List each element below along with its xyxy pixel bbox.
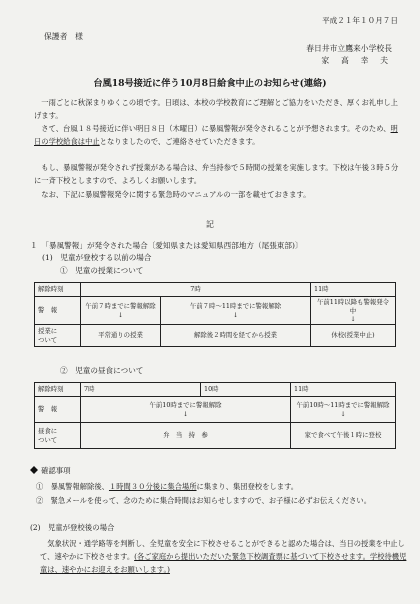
cell-after-11 (311, 297, 396, 325)
section-1-2-text (40, 537, 408, 576)
header-11: 11時 (311, 283, 396, 297)
section-1-heading: １ 「暴風警報」が発令された場合〔愛知県または愛知県西部地方（尾張東部)〕 (30, 241, 303, 250)
lunch-cancelled-highlight: 明日の学校給食は中止 (34, 124, 398, 146)
normal-class: 平常通りの授業 (81, 325, 161, 347)
warning-label-2: 警 報 (35, 397, 81, 423)
cell-before-10 (81, 397, 291, 423)
confirm-item-2: ② 緊急メールを使って、念のために集合時間はお知らせしますので、お子様に必ずお伝えください。 (36, 496, 371, 505)
cell-before-7 (81, 297, 161, 325)
diamond-bullet-icon (30, 466, 38, 474)
warning-label: 警 報 (35, 297, 81, 325)
table-2-title: ② 児童の昼食について (60, 366, 144, 375)
cell-7-11 (161, 297, 311, 325)
confirm-item-1 (36, 480, 404, 493)
cell-10-11 (291, 397, 396, 423)
header-label: 解除時刻 (35, 283, 81, 297)
header-7: 7時 (81, 283, 311, 297)
confirm-heading (30, 466, 71, 476)
cell-before-10-text: 午前10時までに警報解除 (149, 401, 222, 410)
table-1-title: ① 児童の授業について (60, 266, 144, 275)
section-1-1-heading: (1) 児童が登校する以前の場合 (42, 253, 152, 262)
no-warning-paragraph: もし、暴風警報が発令されず授業がある場合は、弁当持参で５時間の授業を実施します。下校は午後３時５分に一斉下校としますので、よろしくお願いします。 (34, 163, 399, 185)
arrow-icon: ↓ (350, 315, 356, 324)
ki-heading: 記 (206, 220, 214, 229)
announcement-text-a: さて、台風１８号接近に伴い明日８日（木曜日）に暴風警報が発令されることが予想されます。そのため、 (41, 124, 391, 133)
header2-7: 7時 (81, 383, 201, 397)
lunch-label: 昼食に ついて (35, 423, 81, 449)
notice-date: 平成２１年１０月７日 (322, 16, 398, 25)
confirm-item-1-b: に集まり、集団登校をします。 (196, 482, 299, 491)
class-schedule-table (34, 282, 396, 347)
manual-paragraph: なお、下記に暴風警報発令に関する緊急時のマニュアルの一部を載せておきます。 (41, 190, 311, 199)
principal-name: 家 高 幸 夫 (321, 56, 390, 65)
header2-11: 11時 (291, 383, 396, 397)
announcement-paragraph (34, 122, 402, 148)
confirm-item-1-highlight: １時間３０分後に集合場所 (108, 482, 197, 491)
bring-lunch: 弁 当 持 参 (81, 423, 291, 449)
cell-before-7-text: 午前７時までに警報解除 (85, 302, 156, 311)
school-closed: 休校(授業中止) (311, 325, 396, 347)
header-label-2: 解除時刻 (35, 383, 81, 397)
class-label: 授業に ついて (35, 325, 81, 347)
cell-after-11-text: 午前11時以降も警報発令中 (316, 298, 390, 315)
class-after-2h: 解除後２時間を経てから授業 (161, 325, 311, 347)
eat-at-home: 家で食べて午後１時に登校 (291, 423, 396, 449)
cell-7-11-text: 午前７時〜11時までに警報解除 (189, 302, 282, 311)
section-1-2-text-a: 気象状況・通学路等を判断し、全児童を安全に下校させることができると認めた場合は、当日の授業を中止して、速やかに下校させます。 (40, 539, 405, 561)
notice-title: 台風18号接近に伴う10月8日給食中止のお知らせ(連絡) (93, 78, 327, 89)
section-1-2-text-b: (各ご家庭から提出いただいた緊急下校調査票に基づいて下校させます。学校待機児童は、速やかにお迎えをお願いします。) (40, 552, 407, 574)
arrow-icon: ↓ (182, 409, 189, 418)
addressee: 保護者 様 (44, 32, 83, 41)
announcement-text-b: となりましたので、ご連絡させていただきます。 (99, 137, 260, 146)
lunch-schedule-table (34, 382, 396, 449)
arrow-icon: ↓ (117, 310, 124, 319)
cell-10-11-text: 午前10時〜11時までに警報解除 (296, 401, 390, 410)
greeting-paragraph: 一雨ごとに秋深まりゆくこの頃です。日頃は、本校の学校教育にご理解とご協力をいただき、厚くお礼申し上げます。 (34, 98, 398, 120)
arrow-icon: ↓ (340, 409, 346, 418)
confirm-title: 確認事項 (41, 466, 71, 475)
section-1-2-heading: (2) 児童が登校後の場合 (30, 523, 115, 532)
header2-10: 10時 (201, 383, 291, 397)
school-name: 春日井市立鷹来小学校長 (306, 44, 392, 53)
confirm-item-1-a: ① 暴風警報解除後、 (36, 482, 109, 491)
arrow-icon: ↓ (232, 310, 239, 319)
